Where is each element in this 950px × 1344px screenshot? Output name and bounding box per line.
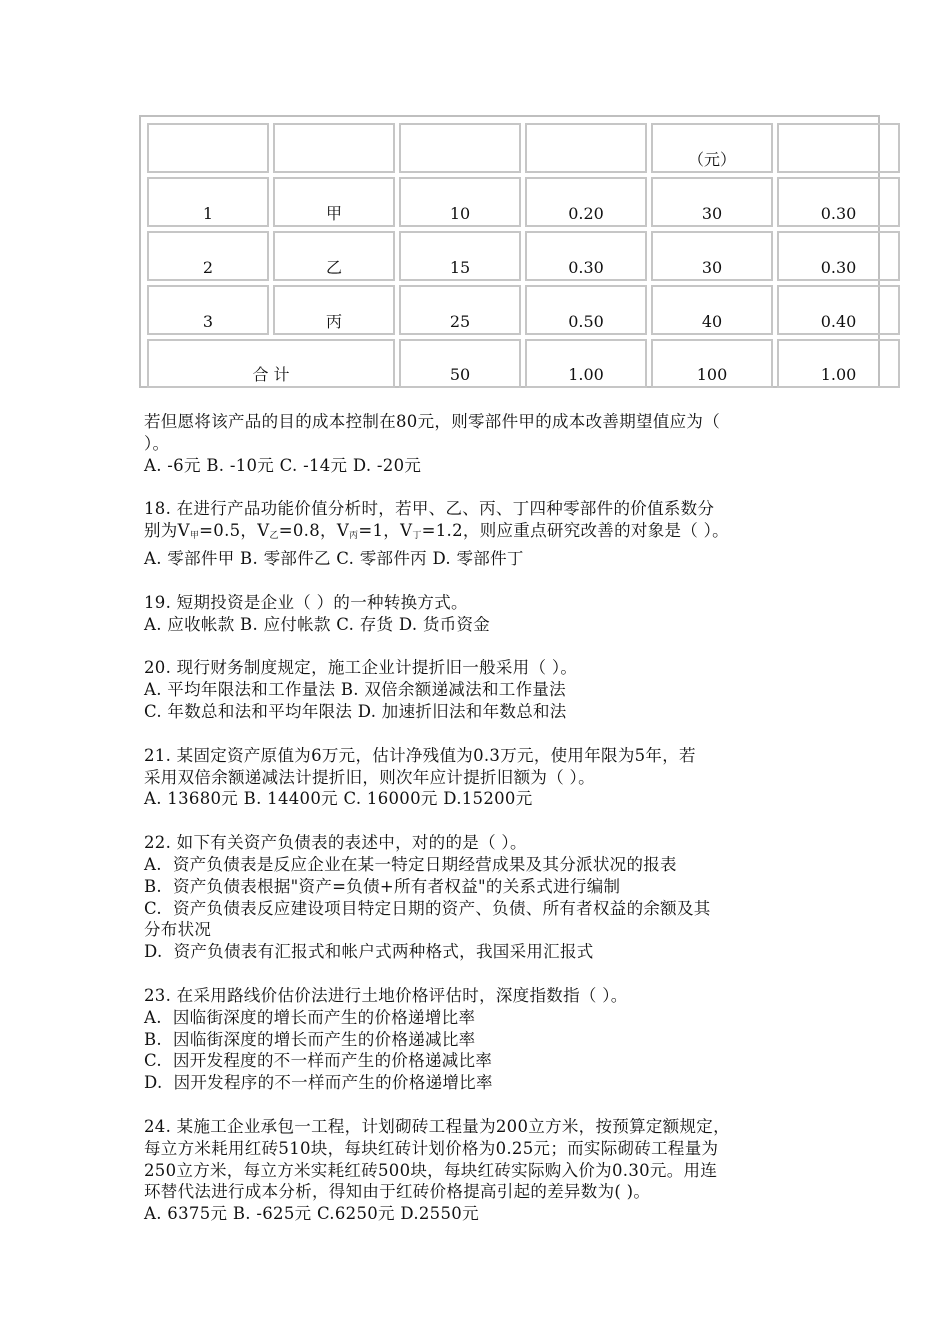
answer-options: C. 年数总和法和平均年限法 D. 加速折旧法和年数总和法: [144, 701, 567, 721]
answer-option: 分布状况: [144, 920, 212, 940]
table-cell: 甲: [273, 177, 395, 227]
table-cell: 乙: [273, 231, 395, 281]
header-cell: [777, 123, 900, 173]
table-cell: 0.30: [777, 177, 900, 227]
total-cell: 1.00: [777, 339, 900, 388]
question-stem: 采用双倍余额递减法计提折旧，则次年应计提折旧额为（ ）。: [144, 767, 595, 787]
table-cell: 30: [651, 177, 773, 227]
table-cell: 丙: [273, 285, 395, 335]
stem-text: 别为V: [144, 521, 190, 541]
total-cell: 1.00: [525, 339, 647, 388]
total-cell: 50: [399, 339, 521, 388]
question-stem: 23. 在采用路线价估价法进行土地价格评估时，深度指数指（ ）。: [144, 985, 628, 1005]
table-header-row: [147, 123, 900, 173]
table-cell: 25: [399, 285, 521, 335]
question-stem: 22. 如下有关资产负债表的表述中，对的的是（ ）。: [144, 833, 527, 853]
total-cell: 100: [651, 339, 773, 388]
question-stem: 24. 某施工企业承包一工程，计划砌砖工程量为200立方米，按预算定额规定，: [144, 1116, 730, 1136]
question-stem: 250立方米，每立方米实耗红砖500块，每块红砖实际购入价为0.30元。用连: [144, 1160, 718, 1180]
question-text-body: [144, 411, 814, 1225]
answer-options: A. 13680元 B. 14400元 C. 16000元 D.15200元: [144, 789, 533, 809]
subscript: 甲: [189, 531, 200, 542]
stem-text: =1.2，则应重点研究改善的对象是（ ）。: [421, 521, 729, 541]
answer-options: A. 应收帐款 B. 应付帐款 C. 存货 D. 货币资金: [144, 614, 491, 634]
question-stem: 20. 现行财务制度规定，施工企业计提折旧一般采用（ ）。: [144, 658, 578, 678]
question-24: [144, 1116, 814, 1225]
question-stem: 21. 某固定资产原值为6万元，估计净残值为0.3万元，使用年限为5年，若: [144, 745, 696, 765]
table-row: [147, 177, 900, 227]
table-row: [147, 231, 900, 281]
question-20: [144, 657, 814, 722]
stem-text: =0.8，V: [278, 521, 350, 541]
table-cell: 30: [651, 231, 773, 281]
stem-text: =1，V: [358, 521, 413, 541]
question-stem: [144, 520, 814, 548]
table-row: [147, 285, 900, 335]
subscript: 乙: [269, 531, 279, 542]
table-cell: 2: [147, 231, 269, 281]
table-cell: 15: [399, 231, 521, 281]
answer-options: A. 零部件甲 B. 零部件乙 C. 零部件丙 D. 零部件丁: [144, 548, 524, 568]
answer-option: C. 因开发程度的不一样而产生的价格递减比率: [144, 1051, 493, 1071]
table-cell: 3: [147, 285, 269, 335]
component-cost-table: [139, 115, 880, 388]
question-stem: 19. 短期投资是企业（ ）的一种转换方式。: [144, 592, 468, 612]
data-table: [143, 119, 904, 392]
table-cell: 0.30: [777, 231, 900, 281]
table-cell: 0.50: [525, 285, 647, 335]
question-21: [144, 745, 814, 810]
question-18: [144, 498, 814, 569]
subscript: 丙: [349, 531, 359, 542]
answer-option: A. 因临街深度的增长而产生的价格递增比率: [144, 1007, 476, 1027]
table-cell: 1: [147, 177, 269, 227]
header-cell: [399, 123, 521, 173]
question-22: [144, 832, 814, 963]
table-cell: 0.30: [525, 231, 647, 281]
table-cell: 0.40: [777, 285, 900, 335]
question-19: [144, 592, 814, 636]
question-stem: 若但愿将该产品的目的成本控制在80元，则零部件甲的成本改善期望值应为（: [144, 412, 720, 431]
question-stem: 18. 在进行产品功能价值分析时，若甲、乙、丙、丁四种零部件的价值系数分: [144, 499, 715, 519]
answer-option: C. 资产负债表反应建设项目特定日期的资产、负债、所有者权益的余额及其: [144, 898, 711, 918]
question-17: [144, 411, 814, 476]
question-23: [144, 985, 814, 1094]
table-cell: 40: [651, 285, 773, 335]
question-stem: ）。: [144, 433, 170, 453]
header-cell: [273, 123, 395, 173]
answer-option: B. 因临街深度的增长而产生的价格递减比率: [144, 1029, 476, 1049]
header-cell-unit: （元）: [651, 123, 773, 173]
header-cell: [525, 123, 647, 173]
question-stem: 每立方米耗用红砖510块，每块红砖计划价格为0.25元；而实际砌砖工程量为: [144, 1138, 719, 1158]
subscript: 丁: [412, 531, 422, 542]
header-cell: [147, 123, 269, 173]
answer-options: A. -6元 B. -10元 C. -14元 D. -20元: [144, 455, 422, 475]
answer-option: D. 因开发程序的不一样而产生的价格递增比率: [144, 1073, 493, 1093]
answer-option: D. 资产负债表有汇报式和帐户式两种格式，我国采用汇报式: [144, 942, 594, 962]
answer-options: A. 平均年限法和工作量法 B. 双倍余额递减法和工作量法: [144, 680, 566, 700]
answer-options: A. 6375元 B. -625元 C.6250元 D.2550元: [144, 1204, 479, 1224]
table-total-row: [147, 339, 900, 388]
total-label-cell: 合 计: [147, 339, 395, 388]
stem-text: =0.5，V: [199, 521, 270, 541]
table-cell: 10: [399, 177, 521, 227]
answer-option: B. 资产负债表根据"资产=负债+所有者权益"的关系式进行编制: [144, 876, 621, 896]
answer-option: A. 资产负债表是反应企业在某一特定日期经营成果及其分派状况的报表: [144, 854, 677, 874]
table-cell: 0.20: [525, 177, 647, 227]
question-stem: 环替代法进行成本分析，得知由于红砖价格提高引起的差异数为( )。: [144, 1182, 651, 1202]
